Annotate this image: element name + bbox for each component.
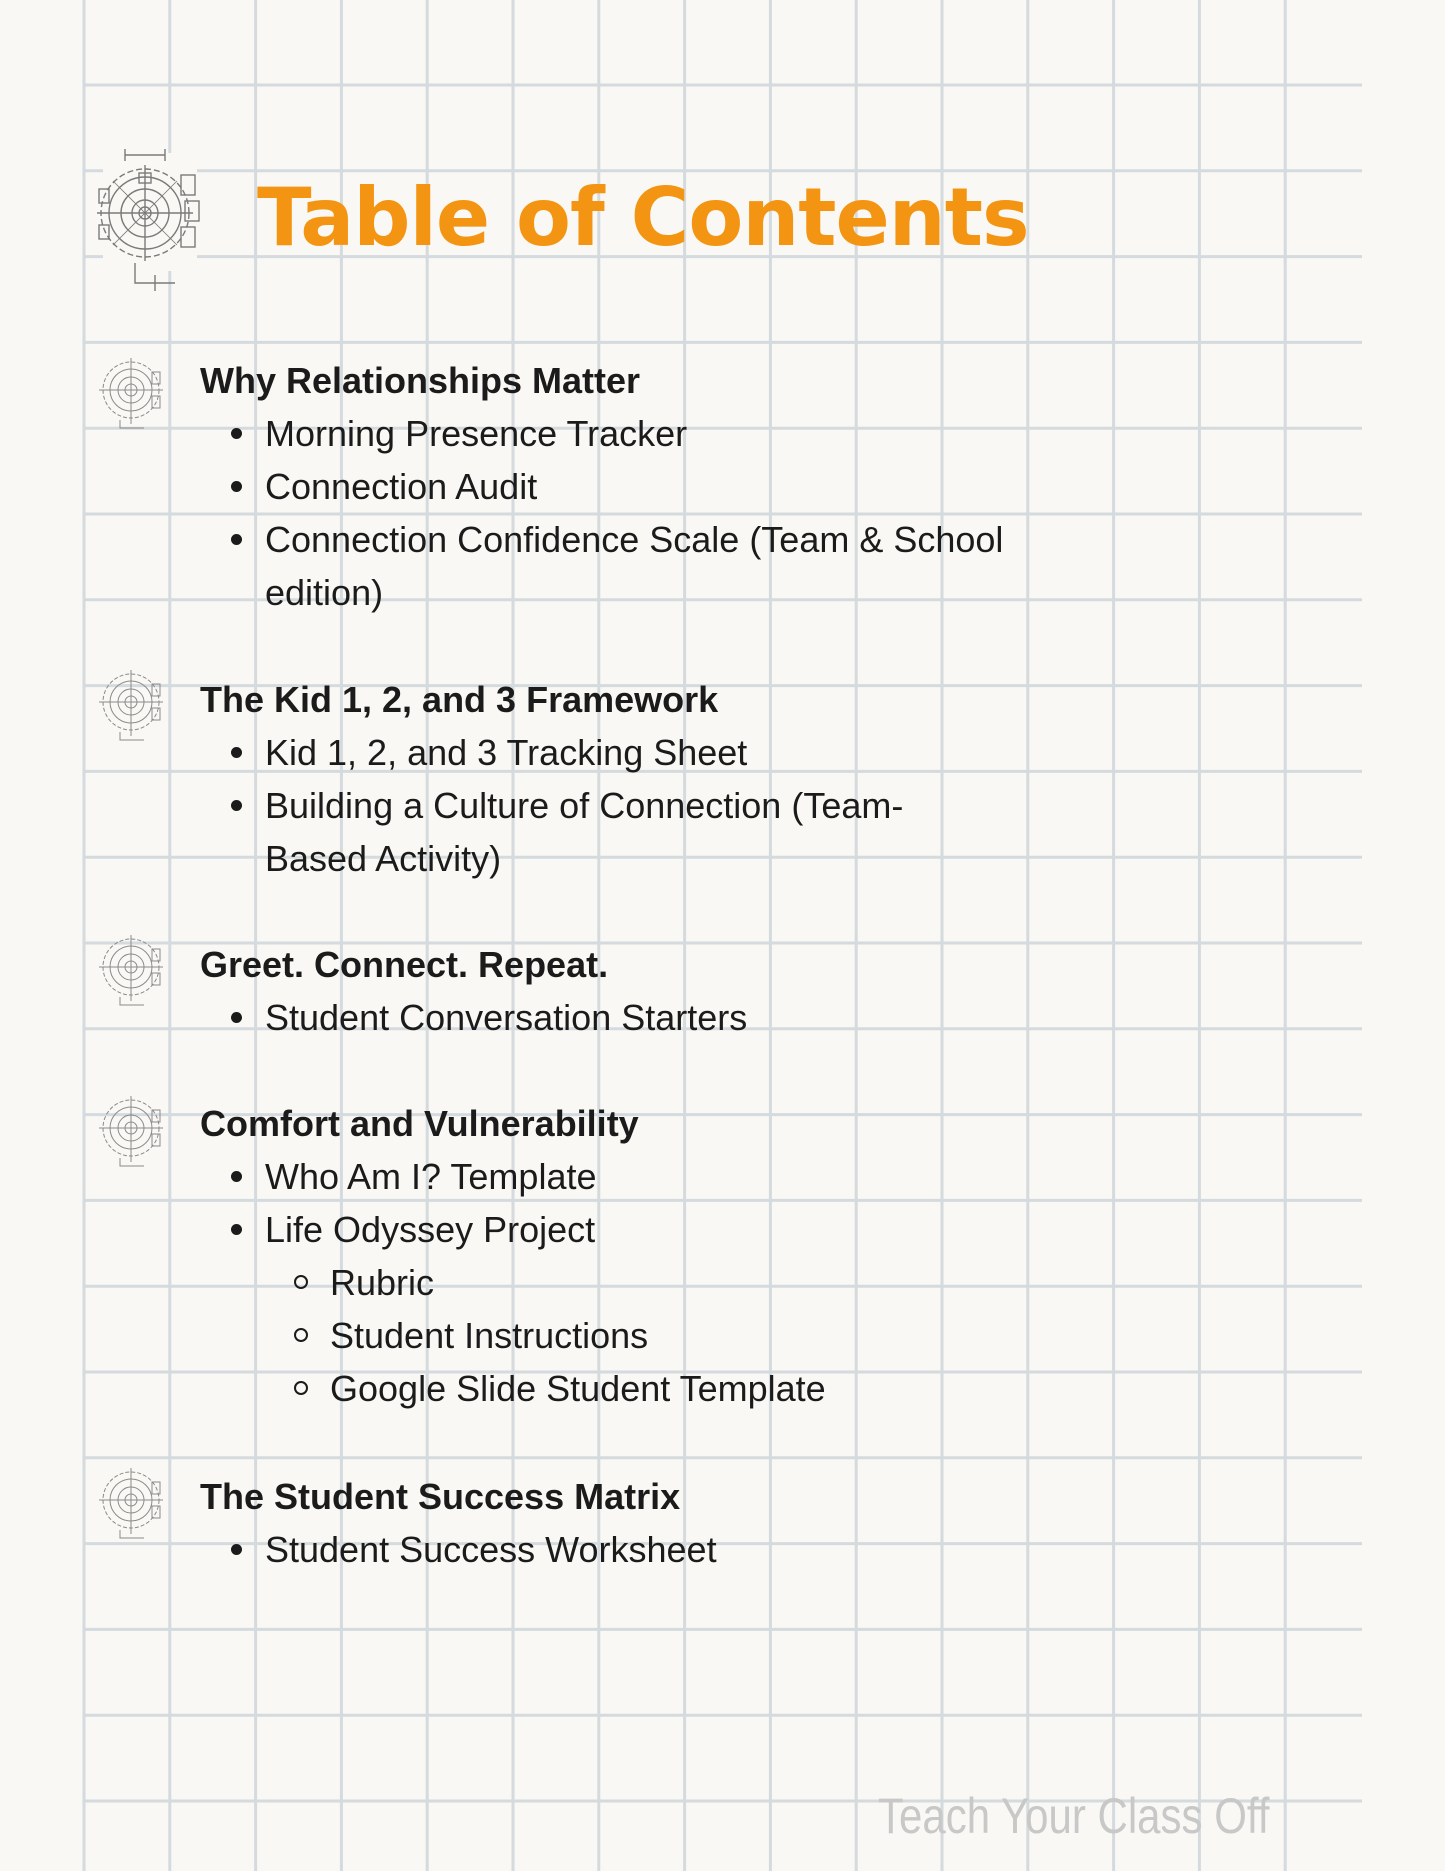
sub-list-item[interactable]: Google Slide Student Template	[265, 1362, 1080, 1415]
gear-sketch-icon	[96, 929, 166, 1007]
sub-list-item[interactable]: Rubric	[265, 1256, 1080, 1309]
list-item[interactable]: Connection Audit	[200, 460, 1080, 513]
list-item-label[interactable]: Life Odyssey Project	[265, 1209, 596, 1250]
toc-section	[200, 673, 1000, 885]
gear-sketch-icon	[96, 664, 166, 742]
item-list	[200, 1150, 1080, 1415]
sub-list-item[interactable]: Student Instructions	[265, 1309, 1080, 1362]
list-item[interactable]: Student Success Worksheet	[200, 1523, 1080, 1576]
section-title[interactable]: The Student Success Matrix	[200, 1476, 681, 1517]
gear-sketch-icon	[96, 352, 166, 430]
list-item[interactable]: Who Am I? Template	[200, 1150, 1080, 1203]
section-title[interactable]: The Kid 1, 2, and 3 Framework	[200, 679, 719, 720]
list-item	[200, 1203, 1080, 1415]
toc-section	[200, 1097, 1080, 1415]
toc-section	[200, 938, 1080, 1044]
gear-sketch-icon	[96, 1090, 166, 1168]
section-title[interactable]: Comfort and Vulnerability	[200, 1103, 639, 1144]
list-item[interactable]: Building a Culture of Connection (Team-Based Activity)	[200, 779, 1000, 885]
toc-section	[200, 1470, 1080, 1576]
subitem-list	[265, 1256, 1080, 1415]
page-title: Table of Contents	[257, 171, 1029, 264]
section-title[interactable]: Why Relationships Matter	[200, 360, 641, 401]
list-item[interactable]: Student Conversation Starters	[200, 991, 1080, 1044]
gear-sketch-icon	[96, 1462, 166, 1540]
item-list	[200, 726, 1000, 885]
list-item[interactable]: Connection Confidence Scale (Team & School edition)	[200, 513, 1080, 619]
item-list	[200, 407, 1080, 619]
list-item[interactable]: Morning Presence Tracker	[200, 407, 1080, 460]
toc-section	[200, 354, 1080, 619]
item-list	[200, 991, 1080, 1044]
item-list	[200, 1523, 1080, 1576]
footer-brand: Teach Your Class Off	[878, 1788, 1270, 1844]
list-item[interactable]: Kid 1, 2, and 3 Tracking Sheet	[200, 726, 1000, 779]
section-title[interactable]: Greet. Connect. Repeat.	[200, 944, 609, 985]
gear-sketch-icon	[95, 145, 205, 295]
